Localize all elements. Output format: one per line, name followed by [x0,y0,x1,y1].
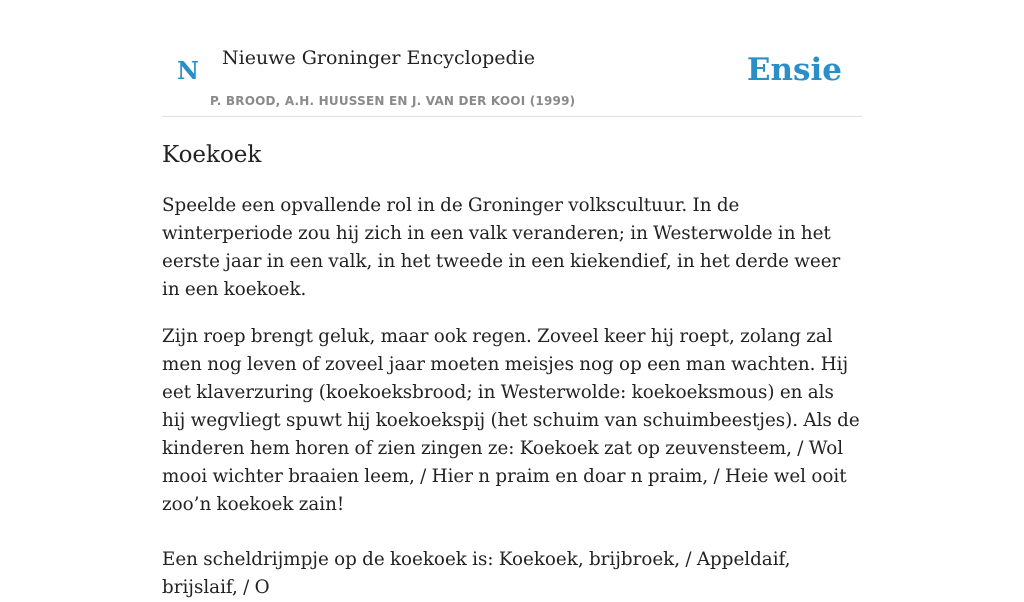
entry-paragraph: Zijn roep brengt geluk, maar ook regen. Zoveel keer hij roept, zolang zal men nog leven of zoveel jaar moeten meisjes nog op een man wachten. Hij eet klaverzuring (koekoeksbrood; in Westerwolde: koekoeksmous) en als hij wegvliegt spuwt hij koekoekspij (het schuim van schuimbeestjes). Als de kinderen hem horen of zien zingen ze: Koekoek zat op zeuvensteem, / Wol mooi wichter braaien leem, / Hier n praim en doar n praim, / Heie wel ooit zoo’n koekoek zain! [162,326,860,515]
entry-paragraph: Speelde een opvallende rol in de Groninger volkscultuur. In de winterperiode zou hij zich in een valk veranderen; in Westerwolde in het eerste jaar in een valk, in het tweede in een kiekendief, in het derde weer in een koekoek. [162,195,841,300]
brand-logo[interactable]: Ensie [746,52,842,88]
entry-content [162,138,862,602]
source-authors: P. BROOD, A.H. HUUSSEN EN J. VAN DER KOOI (1999) [210,94,576,108]
source-title[interactable]: Nieuwe Groninger Encyclopedie [222,47,536,69]
source-header [162,0,862,117]
entry-title: Koekoek [162,142,262,168]
source-logo-icon[interactable]: N [177,56,199,85]
entry-paragraph: Een scheldrijmpje op de koekoek is: Koekoek, brijbroek, / Appeldaif, brijslaif, / O [162,549,791,598]
